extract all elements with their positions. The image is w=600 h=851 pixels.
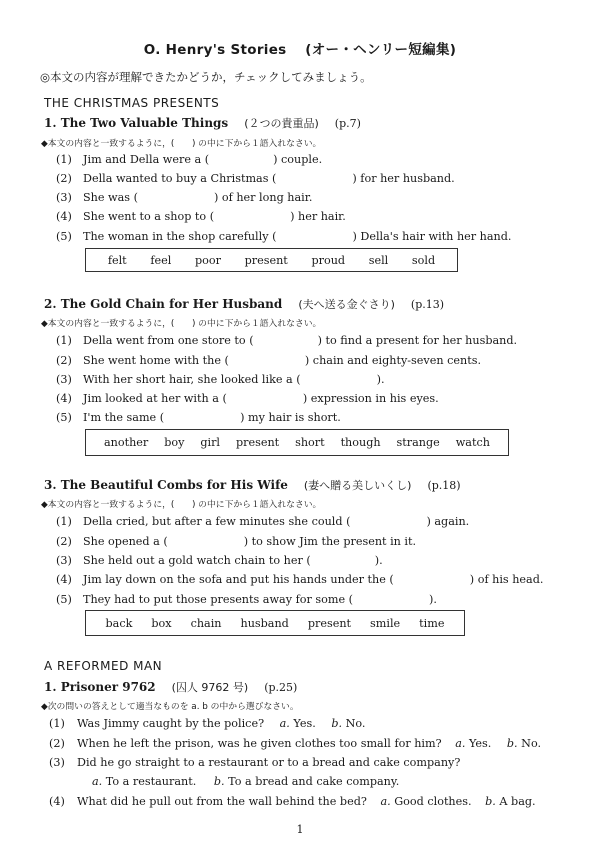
- choice-a[interactable]: a. Good clothes.: [380, 795, 472, 808]
- word-bank-item: sold: [411, 253, 436, 267]
- question-number: (3): [56, 554, 72, 567]
- question-text: When he left the prison, was he given clothes too small for him?: [77, 737, 442, 750]
- question-number: (5): [56, 230, 72, 243]
- question-number: (1): [56, 334, 72, 347]
- question-text-after: ) of her long hair.: [213, 191, 313, 204]
- question-text-after: ).: [374, 554, 383, 567]
- word-bank-item: back: [105, 616, 133, 630]
- word-bank-item: present: [307, 616, 352, 630]
- section-title: 3. The Beautiful Combs for His Wife: [44, 478, 288, 492]
- question-text-after: ) couple.: [273, 153, 323, 166]
- question-text-after: ) her hair.: [290, 210, 346, 223]
- word-bank-item: present: [244, 253, 288, 267]
- choices-row: [92, 775, 399, 788]
- question-number: (5): [56, 411, 72, 424]
- word-bank-item: short: [295, 436, 325, 449]
- word-bank-item: present: [235, 436, 280, 449]
- section-heading: [44, 477, 461, 493]
- question-text: The woman in the shop carefully (: [83, 230, 277, 243]
- section-title: 1. The Two Valuable Things: [44, 116, 229, 130]
- question-text-after: ) again.: [426, 515, 470, 528]
- word-bank: [85, 248, 458, 272]
- story-title-reformed-man: A REFORMED MAN: [44, 659, 163, 673]
- question-number: (3): [49, 756, 65, 769]
- question-number: (4): [49, 795, 65, 808]
- question-text: I'm the same (: [83, 411, 165, 424]
- word-bank: [85, 429, 509, 456]
- section-title: 2. The Gold Chain for Her Husband: [44, 297, 283, 311]
- word-bank-item: another: [103, 436, 149, 449]
- question-text-after: ) expression in his eyes.: [302, 392, 439, 405]
- question-text: Della cried, but after a few minutes she could (: [83, 515, 351, 528]
- question-text-after: ) for her husband.: [352, 172, 455, 185]
- choice-b[interactable]: b. To a bread and cake company.: [213, 775, 400, 788]
- word-bank-item: smile: [370, 616, 401, 630]
- word-bank-item: time: [419, 616, 445, 630]
- word-bank-item: box: [151, 616, 172, 630]
- question-text: Was Jimmy caught by the police?: [77, 717, 265, 730]
- section-instruction: ◆本文の内容と一致するように，( ) の中に下から１語入れなさい。: [41, 139, 322, 149]
- question-text-after: ) my hair is short.: [240, 411, 341, 424]
- intro-text: ◎本文の内容が理解できたかどうか，チェックしてみましょう。: [40, 70, 372, 84]
- question-number: (5): [56, 593, 72, 606]
- section-heading: [44, 679, 297, 695]
- choice-b[interactable]: b. No.: [331, 717, 366, 730]
- question-text: Della went from one store to (: [83, 334, 254, 347]
- question-text: She went to a shop to (: [83, 210, 215, 223]
- section-instruction: ◆本文の内容と一致するように，( ) の中に下から１語入れなさい。: [41, 319, 322, 329]
- question-number: (2): [56, 535, 72, 548]
- section-instruction: ◆次の問いの答えとして適当なものを a. b の中から選びなさい。: [41, 702, 299, 712]
- question-text-after: ).: [376, 373, 385, 386]
- page-title: O. Henry's Stories (オー・ヘンリー短編集): [143, 42, 457, 58]
- question-text: Jim lay down on the sofa and put his hands under the (: [83, 573, 394, 586]
- word-bank-item: girl: [200, 436, 221, 449]
- question-number: (2): [56, 354, 72, 367]
- word-bank-item: feel: [150, 253, 172, 267]
- word-bank-item: sell: [368, 253, 389, 267]
- question-number: (1): [49, 717, 65, 730]
- section-heading: [44, 115, 361, 131]
- question-text: They had to put those presents away for some (: [83, 593, 354, 606]
- question-number: (2): [56, 172, 72, 185]
- question-text-after: ) to find a present for her husband.: [317, 334, 518, 347]
- question-text: She opened a (: [83, 535, 168, 548]
- choice-a[interactable]: a. Yes.: [279, 717, 316, 730]
- word-bank-item: chain: [190, 616, 222, 630]
- question-text-after: ) chain and eighty-seven cents.: [304, 354, 481, 367]
- question-text: What did he pull out from the wall behind the bed?: [77, 795, 367, 808]
- question-number: (3): [56, 373, 72, 386]
- question-text: Did he go straight to a restaurant or to a bread and cake company?: [77, 756, 461, 769]
- question-text: Della wanted to buy a Christmas (: [83, 172, 277, 185]
- section-page-ref: (p.7): [334, 117, 361, 130]
- section-title-jp: (妻へ贈る美しいくし): [303, 479, 412, 492]
- question-number: (2): [49, 737, 65, 750]
- question-number: (4): [56, 573, 72, 586]
- section-page-ref: (p.25): [264, 681, 298, 694]
- word-bank-item: strange: [396, 436, 440, 449]
- word-bank-item: proud: [311, 253, 346, 267]
- page-number: 1: [296, 823, 304, 836]
- question-number: (4): [56, 210, 72, 223]
- question-text: With her short hair, she looked like a (: [83, 373, 301, 386]
- section-title-jp: (囚人 9762 号): [171, 681, 249, 694]
- word-bank: [85, 610, 465, 636]
- section-page-ref: (p.18): [427, 479, 461, 492]
- word-bank-item: poor: [194, 253, 221, 267]
- section-heading: [44, 296, 444, 312]
- question-number: (1): [56, 515, 72, 528]
- choice-b[interactable]: b. A bag.: [485, 795, 536, 808]
- word-bank-item: husband: [240, 616, 289, 630]
- question-text: She was (: [83, 191, 138, 204]
- word-bank-item: though: [340, 436, 381, 449]
- story-title-christmas-presents: THE CHRISTMAS PRESENTS: [44, 96, 220, 110]
- question-text-after: ) Della's hair with her hand.: [352, 230, 512, 243]
- word-bank-item: felt: [107, 253, 127, 267]
- choice-a[interactable]: a. Yes.: [455, 737, 492, 750]
- question-number: (3): [56, 191, 72, 204]
- choice-b[interactable]: b. No.: [506, 737, 542, 750]
- question-text: Jim looked at her with a (: [83, 392, 227, 405]
- section-title-jp: (夫へ送る金ぐさり): [298, 298, 395, 311]
- section-instruction: ◆本文の内容と一致するように，( ) の中に下から１語入れなさい。: [41, 500, 322, 510]
- word-bank-item: boy: [164, 436, 185, 449]
- section-page-ref: (p.13): [410, 298, 445, 311]
- question-text-after: ) of his head.: [469, 573, 544, 586]
- section-title-jp: (２つの貴重品): [244, 117, 319, 130]
- question-number: (4): [56, 392, 72, 405]
- question-text: She went home with the (: [83, 354, 229, 367]
- word-bank-item: watch: [455, 436, 490, 449]
- question-number: (1): [56, 153, 72, 166]
- section-title: 1. Prisoner 9762: [44, 680, 156, 694]
- question-text-after: ).: [429, 593, 437, 606]
- question-text: Jim and Della were a (: [83, 153, 210, 166]
- question-text-after: ) to show Jim the present in it.: [243, 535, 417, 548]
- choice-a[interactable]: a. To a restaurant.: [92, 775, 197, 788]
- question-text: She held out a gold watch chain to her (: [83, 554, 311, 567]
